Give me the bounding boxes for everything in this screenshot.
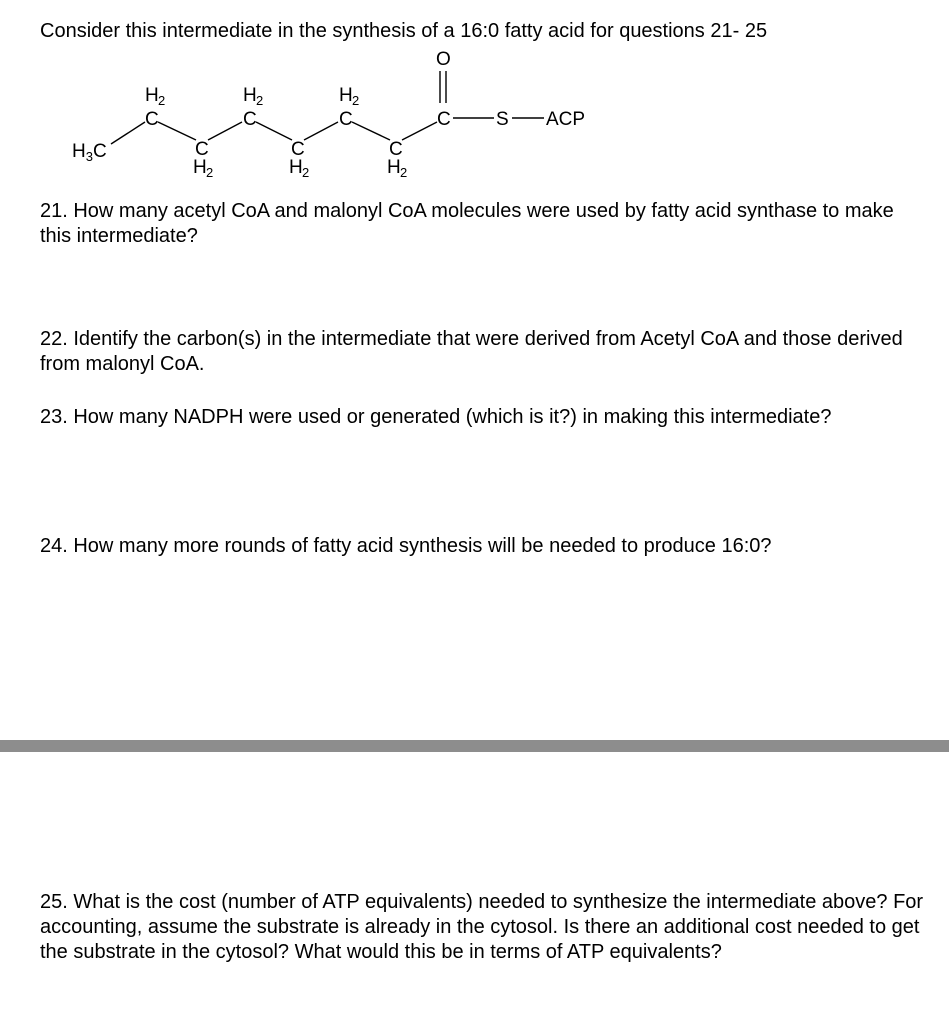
svg-text:2: 2 bbox=[158, 93, 166, 108]
svg-text:H: H bbox=[387, 157, 401, 178]
svg-text:C: C bbox=[339, 109, 353, 130]
carbonyl-oxygen: O bbox=[436, 49, 451, 70]
methylene-lower-2 bbox=[289, 139, 309, 180]
thioester-acp bbox=[453, 109, 585, 130]
svg-text:2: 2 bbox=[256, 93, 264, 108]
svg-text:2: 2 bbox=[352, 93, 360, 108]
svg-text:C: C bbox=[389, 139, 403, 160]
svg-text:H: H bbox=[289, 157, 303, 178]
svg-text:H: H bbox=[243, 85, 257, 106]
bond-3 bbox=[208, 122, 242, 140]
question-24: 24. How many more rounds of fatty acid synthesis will be needed to produce 16:0? bbox=[40, 535, 772, 557]
svg-text:H: H bbox=[193, 157, 207, 178]
svg-text:C: C bbox=[195, 139, 209, 160]
methylene-upper-2 bbox=[243, 85, 263, 130]
svg-text:2: 2 bbox=[400, 165, 408, 180]
svg-text:2: 2 bbox=[206, 165, 214, 180]
bond-1 bbox=[111, 122, 145, 144]
bond-5 bbox=[304, 122, 338, 140]
section-divider bbox=[0, 740, 949, 752]
sulfur-atom: S bbox=[496, 109, 509, 130]
svg-text:C: C bbox=[291, 139, 305, 160]
svg-text:H: H bbox=[145, 85, 159, 106]
intro-text: Consider this intermediate in the synthesis of a 16:0 fatty acid for questions 21- 25 bbox=[40, 20, 768, 42]
svg-text:2: 2 bbox=[302, 165, 310, 180]
svg-text:C: C bbox=[145, 109, 159, 130]
svg-text:H: H bbox=[339, 85, 353, 106]
methylene-lower-3 bbox=[387, 139, 407, 180]
svg-text:C: C bbox=[243, 109, 257, 130]
acp-label: ACP bbox=[546, 109, 586, 130]
bond-7 bbox=[402, 122, 437, 140]
question-21: 21. How many acetyl CoA and malonyl CoA molecules were used by fatty acid synthase to make this intermediate? bbox=[40, 200, 894, 247]
bond-6 bbox=[352, 122, 390, 140]
question-25: 25. What is the cost (number of ATP equivalents) needed to synthesize the intermediate above? For accounting, assume the substrate is already in the cytosol. Is there an additional cost needed to get the substrate in the cytosol? What would this be in terms of ATP equivalents? bbox=[40, 891, 924, 963]
question-23: 23. How many NADPH were used or generated (which is it?) in making this intermediate? bbox=[40, 406, 832, 428]
bond-4 bbox=[256, 122, 292, 140]
question-22: 22. Identify the carbon(s) in the intermediate that were derived from Acetyl CoA and those derived from malonyl CoA. bbox=[40, 328, 903, 375]
carbonyl-carbon: C bbox=[437, 109, 451, 130]
methylene-lower-1 bbox=[193, 139, 213, 180]
terminal-methyl-label bbox=[72, 141, 107, 164]
bond-2 bbox=[158, 122, 196, 140]
h3c-text: $H_3C$ bbox=[72, 141, 107, 164]
fatty-acyl-acp-structure bbox=[0, 45, 949, 185]
carbonyl-group bbox=[436, 49, 451, 130]
